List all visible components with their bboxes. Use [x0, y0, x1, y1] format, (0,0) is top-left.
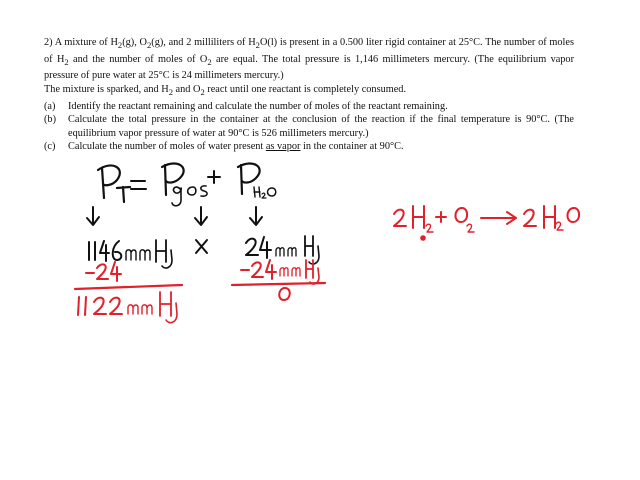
- hw-p-gas: [162, 163, 207, 205]
- spark-text: react until one reactant is completely consumed.: [204, 83, 407, 95]
- hw-subtract-vapor: [86, 262, 121, 281]
- underlined-text: as vapor: [265, 141, 301, 153]
- spark-text: and O: [172, 83, 201, 95]
- hw-underline-left: [75, 285, 182, 289]
- hw-equals-sign: [131, 181, 146, 189]
- part-text: in the container at 90°C.: [300, 141, 404, 153]
- spark-text: The mixture is sparked, and H: [44, 83, 169, 95]
- hw-gas-pressure: [78, 292, 177, 323]
- hw-vapor-subtract: [241, 260, 319, 284]
- intro-text: (g), and 2 milliliters of H: [151, 37, 256, 48]
- part-text: Identify the reactant remaining and calculate the number of moles of the reactant remaining.: [68, 100, 448, 112]
- hw-p-h2o: [238, 163, 276, 198]
- hw-underline-right: [232, 283, 325, 285]
- part-label: (c): [44, 141, 56, 153]
- hw-unknown-x: [196, 240, 207, 253]
- subscript: 2: [64, 56, 69, 67]
- hw-plus-sign: [208, 171, 220, 183]
- subscript: 2: [117, 40, 123, 51]
- hw-vapor-result: [279, 288, 290, 300]
- intro-text: O(l) is present in a 0.500 liter rigid container at 25°C. The number of moles of H: [44, 37, 574, 65]
- subscript: 2: [146, 40, 152, 51]
- intro-text: are equal. The total pressure is 1,146 millimeters mercury. (The equilibrium vapor pressure of pure water at 25°C is 24 millimeters mercury.): [44, 53, 575, 82]
- part-text: Calculate the total pressure in the container at the conclusion of the reaction if the final temperature is 90°C. (The equilibrium vapor pressure of water at 90°C is 526 millimeters mercury.): [68, 114, 574, 139]
- hw-down-arrows: [87, 207, 262, 225]
- hw-pressure-equation: [98, 163, 276, 205]
- subscript: 2: [207, 56, 212, 67]
- part-label: (b): [44, 114, 57, 126]
- subscript: 2: [200, 86, 205, 97]
- intro-text: and the number of moles of O: [68, 53, 208, 65]
- part-text: Calculate the number of moles of water present: [68, 141, 266, 153]
- hw-reaction-equation: [394, 206, 579, 240]
- subscript: 2: [168, 86, 173, 97]
- subscript: 2: [255, 40, 260, 51]
- intro-text: 2) A mixture of H: [44, 37, 118, 48]
- intro-text: (g), O: [122, 37, 147, 48]
- hw-vapor-pressure: [246, 236, 319, 264]
- part-label: (a): [44, 100, 56, 112]
- hw-p-total: [98, 165, 130, 202]
